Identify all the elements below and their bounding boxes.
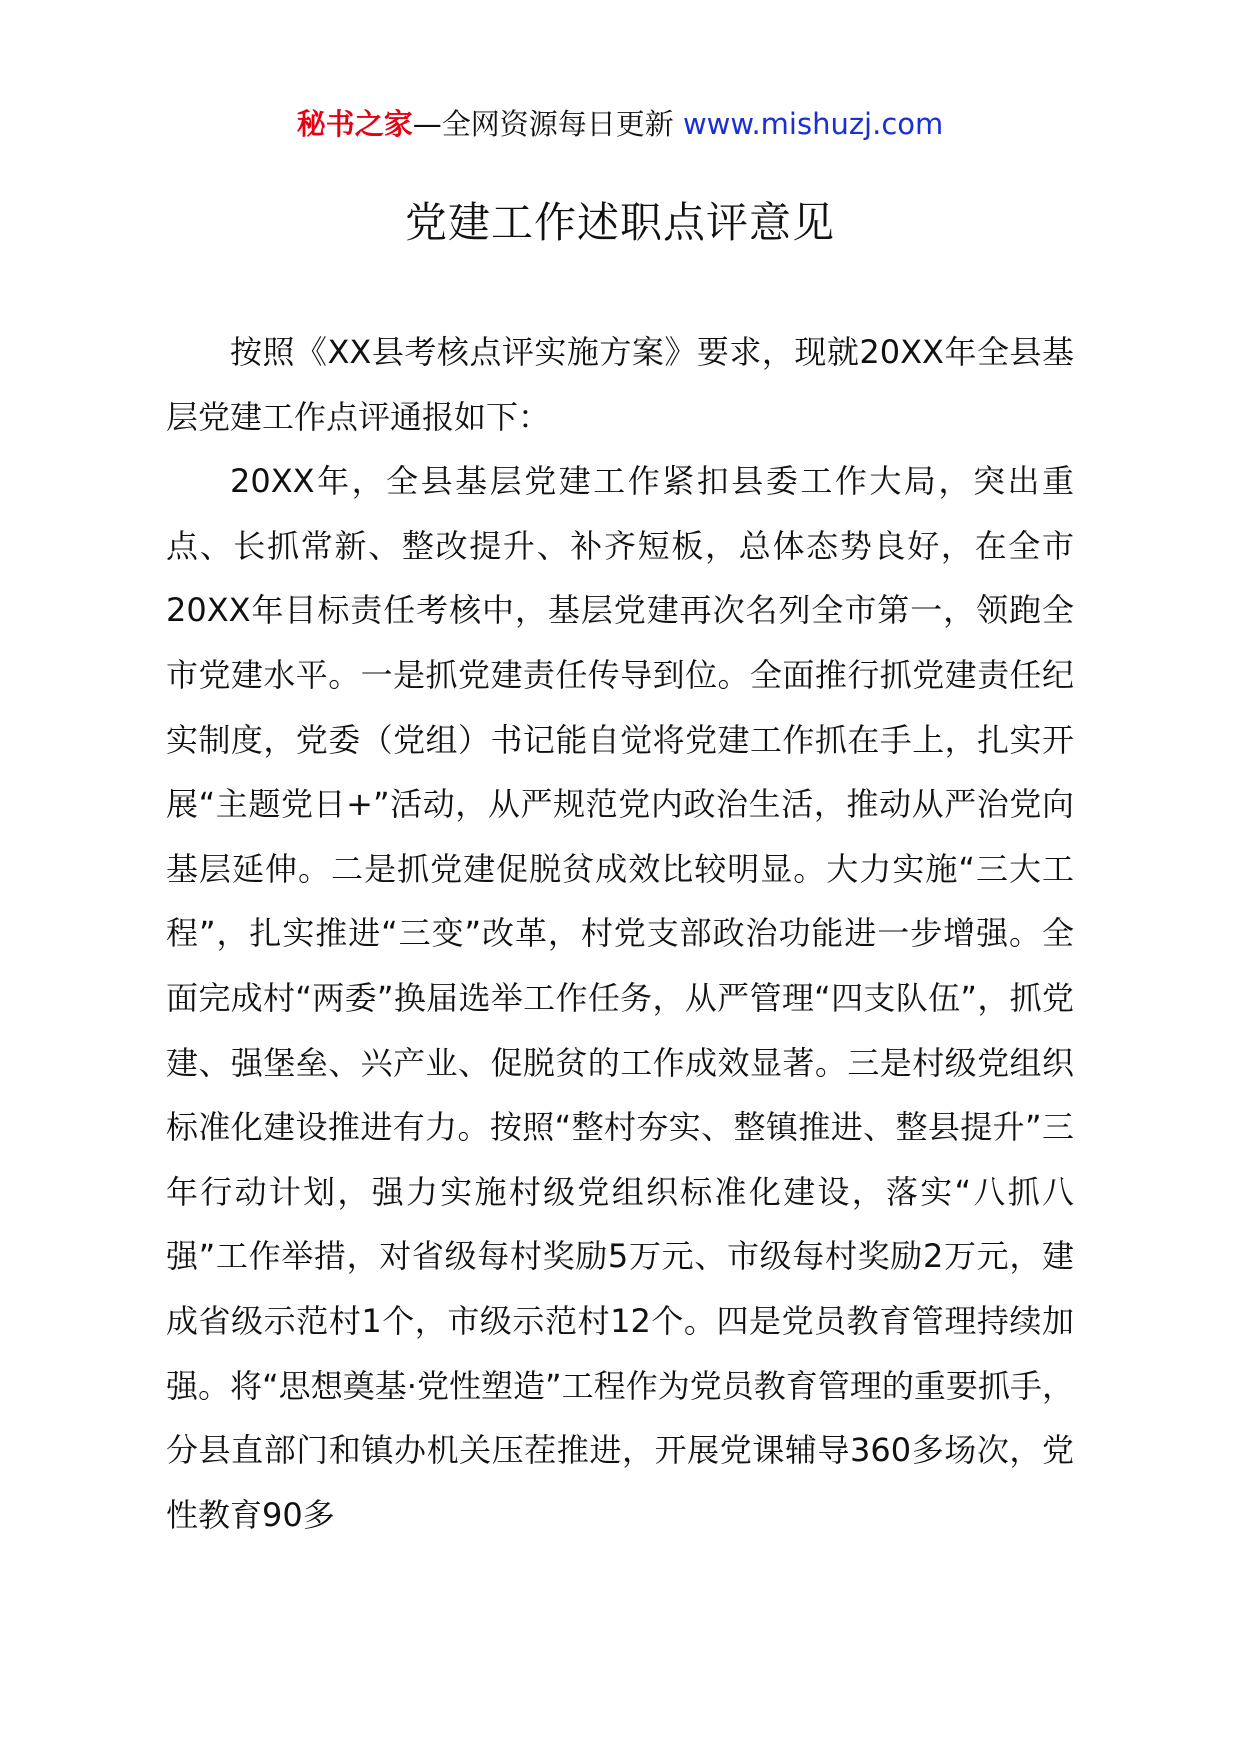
paragraph-intro: 按照《XX县考核点评实施方案》要求，现就20XX年全县基层党建工作点评通报如下： xyxy=(166,333,1074,436)
paragraph-main: 20XX年，全县基层党建工作紧扣县委工作大局，突出重点、长抓常新、整改提升、补齐短板，总体态势良好，在全市20XX年目标责任考核中，基层党建再次名列全市第一，领跑全市党建水平。一是抓党建责任传导到位。全面推行抓党建责任纪实制度，党委（党组）书记能自觉将党建工作抓在手上，扎实开展“主题党日+”活动，从严规范党内政治生活，推动从严治党向基层延伸。二是抓党建促脱贫成效比较明显。大力实施“三大工程”，扎实推进“三变”改革，村党支部政治功能进一步增强。全面完成村“两委”换届选举工作任务，从严管理“四支队伍”，抓党建、强堡垒、兴产业、促脱贫的工作成效显著。三是村级党组织标准化建设推进有力。按照“整村夯实、整镇推进、整县提升”三年行动计划，强力实施村级党组织标准化建设，落实“八抓八强”工作举措，对省级每村奖励5万元、市级每村奖励2万元，建成省级示范村1个，市级示范村12个。四是党员教育管理持续加强。将“思想奠基·党性塑造”工程作为党员教育管理的重要抓手，分县直部门和镇办机关压茬推进，开展党课辅导360多场次，党性教育90多 xyxy=(166,462,1074,1534)
site-brand: 秘书之家 xyxy=(296,107,413,141)
site-header xyxy=(0,100,1240,148)
document-title: 党建工作述职点评意见 xyxy=(404,198,835,247)
site-slogan: —全网资源每日更新 xyxy=(412,107,683,141)
site-url-link[interactable]: www.mishuzj.com xyxy=(682,107,944,141)
document-body xyxy=(166,320,1074,1547)
